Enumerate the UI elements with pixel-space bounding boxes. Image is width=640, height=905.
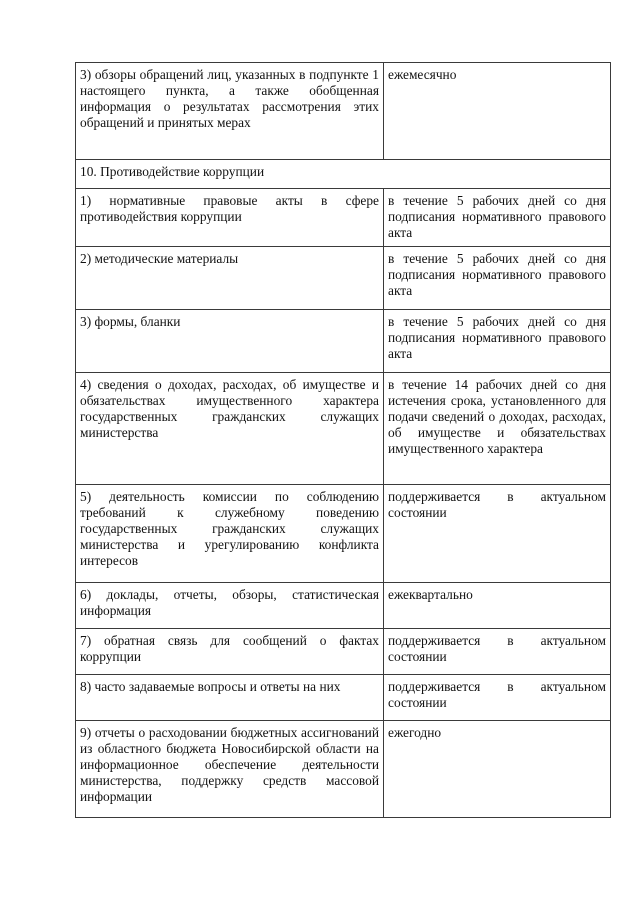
item-cell: 1) нормативные правовые акты в сфере противодействия коррупции: [76, 189, 384, 247]
item-cell: 7) обратная связь для сообщений о фактах коррупции: [76, 629, 384, 675]
term-cell: в течение 5 рабочих дней со дня подписания нормативного правового акта: [384, 247, 611, 310]
table-row: [76, 247, 611, 310]
term-cell: поддерживается в актуальном состоянии: [384, 629, 611, 675]
term-cell: ежемесячно: [384, 63, 611, 160]
item-cell: 3) формы, бланки: [76, 310, 384, 373]
term-cell: в течение 14 рабочих дней со дня истечения срока, установленного для подачи сведений о доходах, расходах, об имуществе и обязательствах имущественного характера: [384, 373, 611, 485]
item-cell: 4) сведения о доходах, расходах, об имуществе и обязательствах имущественного характера государственных гражданских служащих министерства: [76, 373, 384, 485]
item-cell: 6) доклады, отчеты, обзоры, статистическая информация: [76, 583, 384, 629]
item-cell: 8) часто задаваемые вопросы и ответы на них: [76, 675, 384, 721]
term-cell: ежегодно: [384, 721, 611, 818]
item-cell: 3) обзоры обращений лиц, указанных в подпункте 1 настоящего пункта, а также обобщенная информация о результатах рассмотрения этих обращений и принятых мерах: [76, 63, 384, 160]
section-title: 10. Противодействие коррупции: [76, 160, 611, 189]
table-row: [76, 189, 611, 247]
table-row: [76, 629, 611, 675]
term-cell: ежеквартально: [384, 583, 611, 629]
term-cell: в течение 5 рабочих дней со дня подписания нормативного правового акта: [384, 310, 611, 373]
table-row: [76, 373, 611, 485]
table-row: [76, 485, 611, 583]
term-cell: в течение 5 рабочих дней со дня подписания нормативного правового акта: [384, 189, 611, 247]
table-row: [76, 583, 611, 629]
item-cell: 2) методические материалы: [76, 247, 384, 310]
table-row: [76, 721, 611, 818]
item-cell: 9) отчеты о расходовании бюджетных ассигнований из областного бюджета Новосибирской области на информационное обеспечение деятельности министерства, поддержку средств массовой информации: [76, 721, 384, 818]
table-row: [76, 310, 611, 373]
item-cell: 5) деятельность комиссии по соблюдению требований к служебному поведению государственных гражданских служащих министерства и урегулированию конфликта интересов: [76, 485, 384, 583]
table-row: [76, 675, 611, 721]
table-row: [76, 63, 611, 160]
term-cell: поддерживается в актуальном состоянии: [384, 675, 611, 721]
term-cell: поддерживается в актуальном состоянии: [384, 485, 611, 583]
section-header-row: [76, 160, 611, 189]
schedule-table: [75, 62, 611, 818]
